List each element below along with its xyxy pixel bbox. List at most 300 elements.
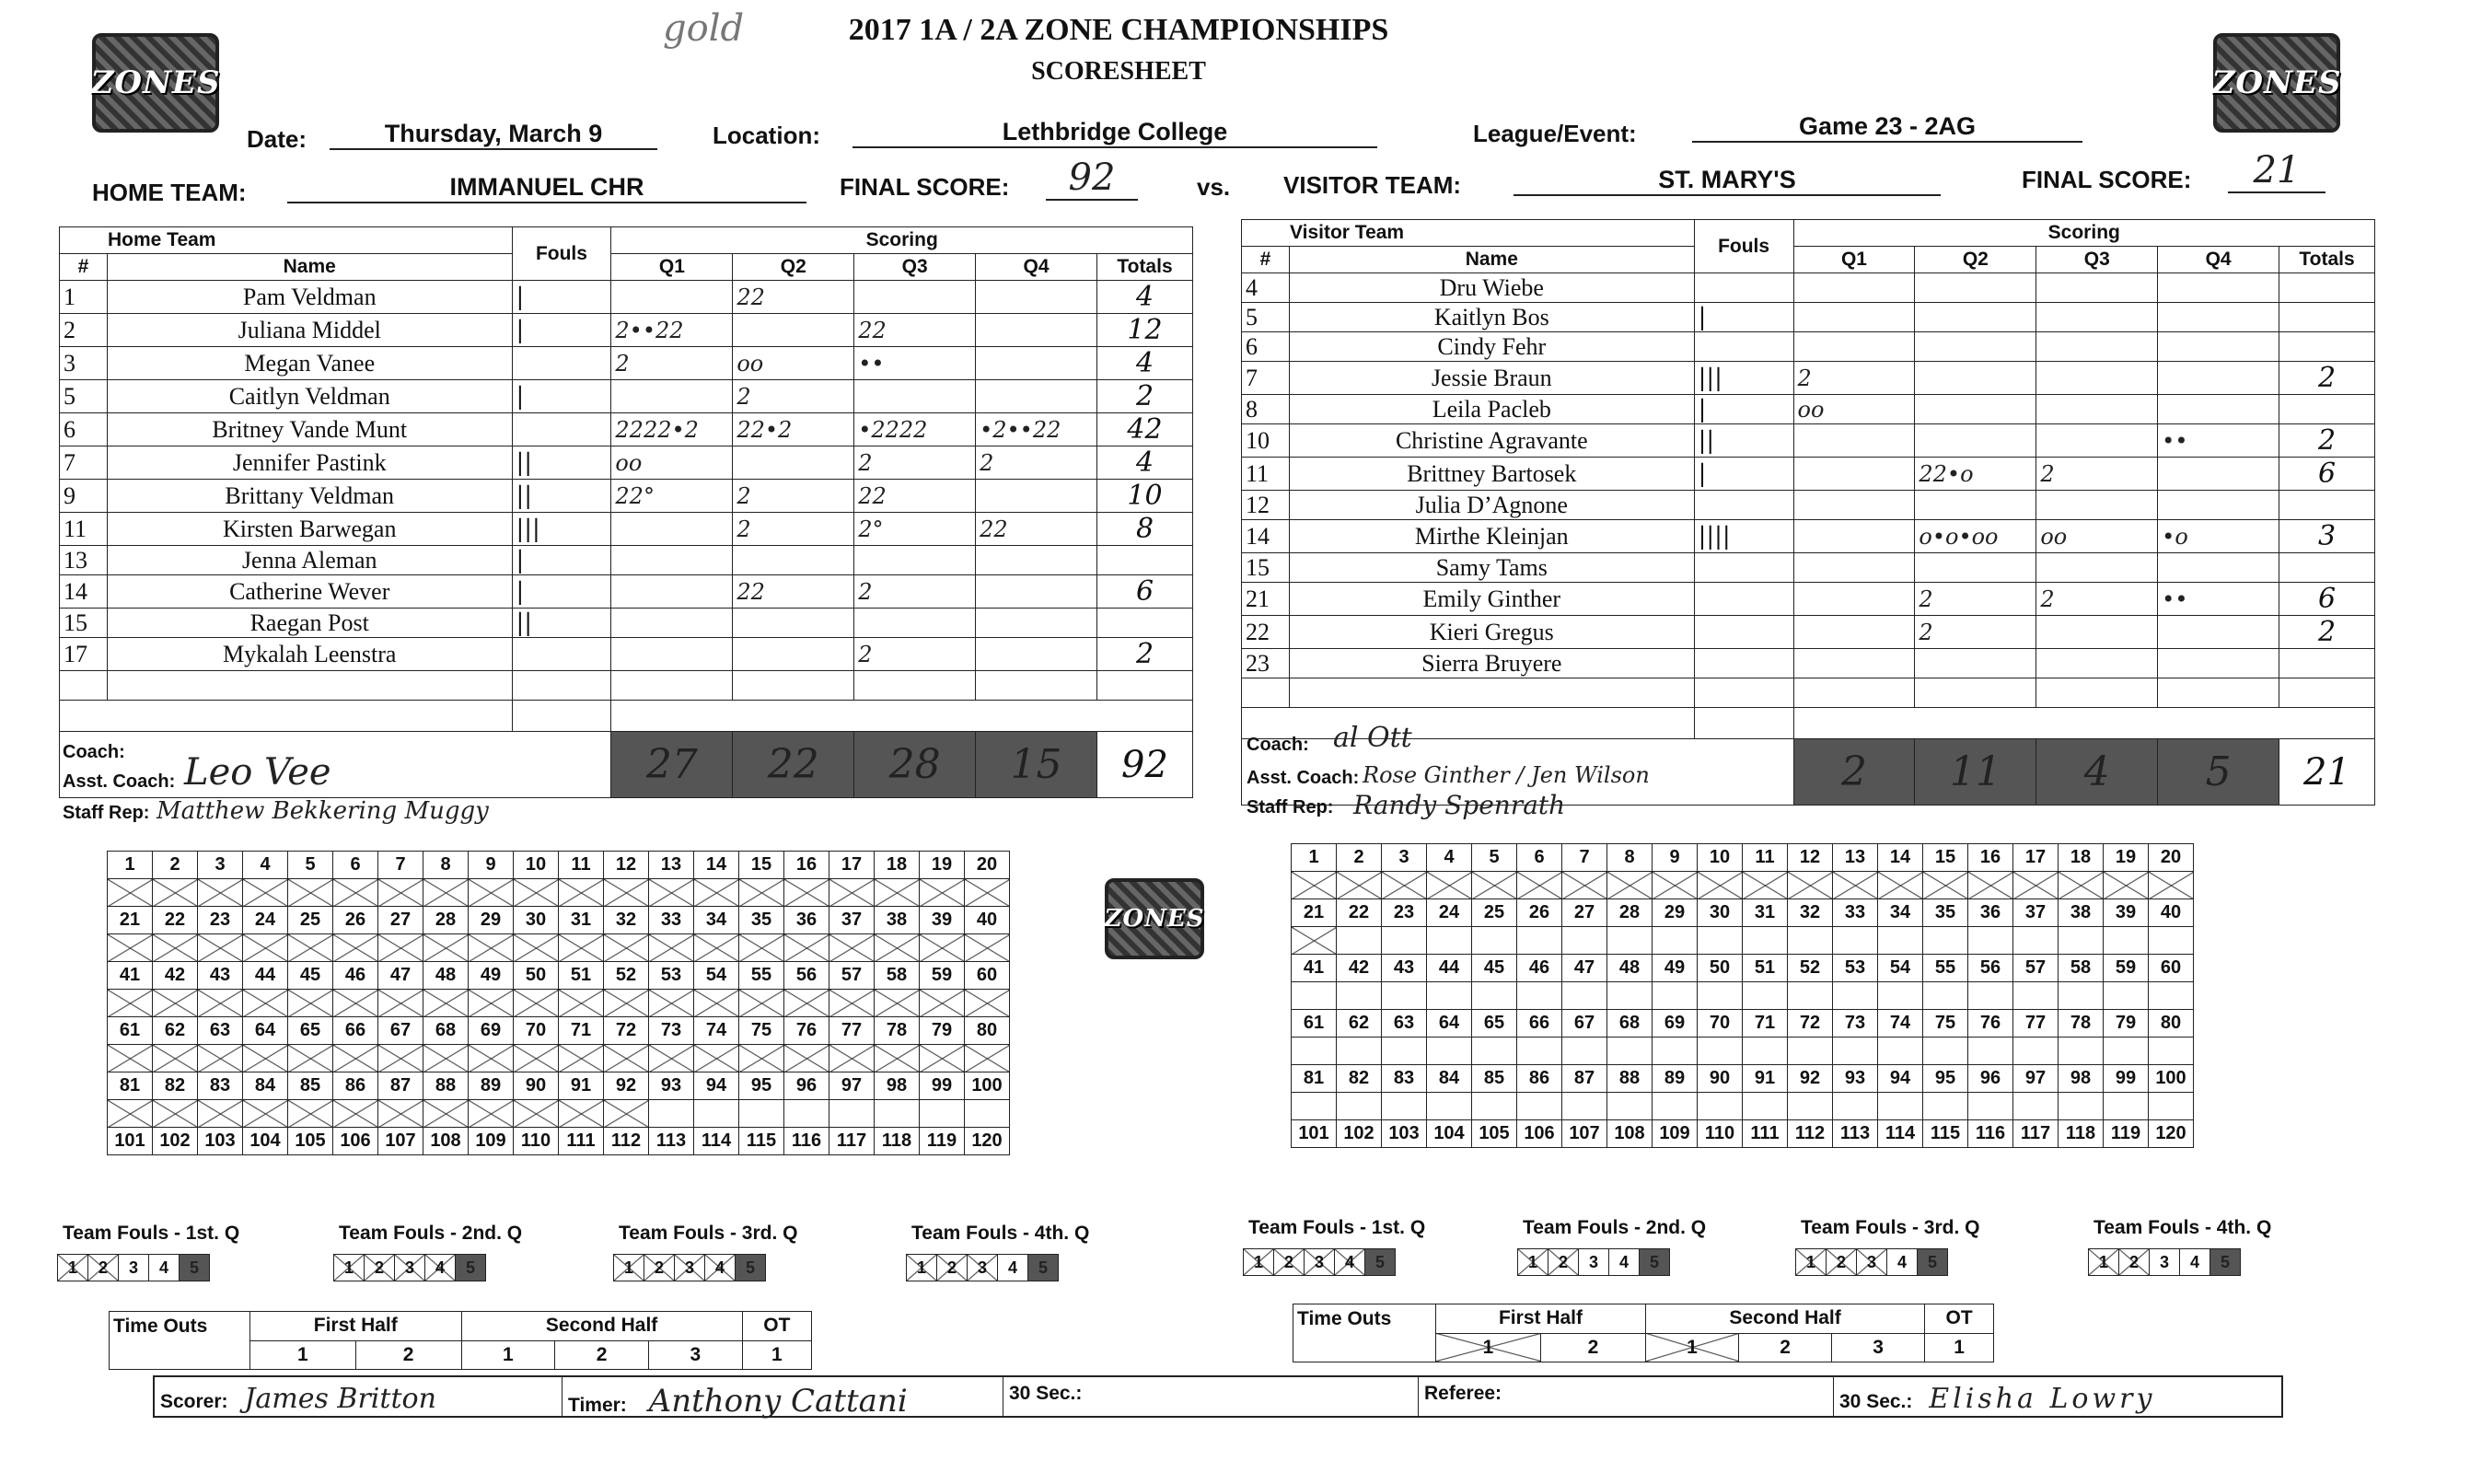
player-fouls[interactable] (512, 671, 611, 701)
player-q3[interactable] (854, 546, 976, 575)
score-mark-53[interactable] (1833, 982, 1878, 1010)
score-mark-16[interactable] (784, 879, 829, 907)
score-mark-36[interactable] (784, 934, 829, 962)
score-mark-32[interactable] (604, 934, 649, 962)
player-q3[interactable]: 22 (854, 480, 976, 513)
score-mark-84[interactable] (243, 1100, 288, 1128)
player-total[interactable]: 8 (1097, 513, 1193, 546)
quarter-total-q1[interactable]: 2 (1793, 739, 1915, 806)
player-q2[interactable] (1915, 303, 2036, 332)
score-mark-74[interactable] (694, 1045, 739, 1072)
player-q4[interactable] (976, 638, 1097, 671)
player-total[interactable] (2279, 273, 2375, 303)
player-total[interactable] (1097, 671, 1193, 701)
player-total[interactable]: 2 (2279, 424, 2375, 458)
player-q3[interactable] (2036, 491, 2158, 520)
home-timeout-fh-2[interactable]: 2 (355, 1340, 461, 1370)
score-mark-67[interactable] (378, 1045, 423, 1072)
player-q4[interactable] (976, 314, 1097, 347)
score-mark-100[interactable] (2149, 1093, 2194, 1120)
player-q1[interactable] (611, 638, 733, 671)
home-timeout-ot-1[interactable]: 1 (742, 1340, 811, 1370)
player-fouls[interactable]: | (512, 575, 611, 609)
score-mark-96[interactable] (1968, 1093, 2013, 1120)
score-mark-20[interactable] (2149, 872, 2194, 899)
player-fouls[interactable]: || (512, 609, 611, 638)
player-q4[interactable] (976, 546, 1097, 575)
score-mark-98[interactable] (2059, 1093, 2104, 1120)
player-q2[interactable]: oo (733, 347, 854, 380)
score-mark-19[interactable] (2104, 872, 2149, 899)
score-mark-35[interactable] (1923, 927, 1968, 955)
score-mark-65[interactable] (288, 1045, 333, 1072)
visitor-timeout-sh-1[interactable]: 1 (1646, 1333, 1739, 1362)
score-mark-58[interactable] (2059, 982, 2104, 1010)
player-fouls[interactable] (512, 638, 611, 671)
player-q4[interactable]: •o (2158, 520, 2279, 553)
player-q1[interactable] (1793, 520, 1915, 553)
score-mark-72[interactable] (1788, 1038, 1833, 1065)
score-mark-98[interactable] (875, 1100, 920, 1128)
player-total[interactable] (2279, 332, 2375, 362)
score-mark-15[interactable] (1923, 872, 1968, 899)
visitor-team-foul-box[interactable]: 5 (1640, 1249, 1669, 1275)
score-mark-62[interactable] (1337, 1038, 1382, 1065)
player-total[interactable]: 6 (2279, 458, 2375, 491)
player-q3[interactable] (854, 671, 976, 701)
score-mark-53[interactable] (649, 990, 694, 1017)
score-mark-10[interactable] (514, 879, 559, 907)
home-timeout-sh-3[interactable]: 3 (648, 1340, 742, 1370)
player-q2[interactable]: 22•2 (733, 413, 854, 446)
player-total[interactable]: 10 (1097, 480, 1193, 513)
visitor-team-foul-box[interactable]: 3 (1579, 1249, 1609, 1275)
player-total[interactable]: 6 (2279, 583, 2375, 616)
visitor-team-foul-box[interactable]: 2 (1827, 1249, 1857, 1275)
score-mark-87[interactable] (1562, 1093, 1607, 1120)
score-mark-93[interactable] (649, 1100, 694, 1128)
player-total[interactable]: 2 (2279, 362, 2375, 395)
grand-total[interactable]: 92 (1097, 732, 1193, 798)
player-q4[interactable] (2158, 491, 2279, 520)
visitor-timeout-fh-1[interactable]: 1 (1436, 1333, 1541, 1362)
score-mark-74[interactable] (1878, 1038, 1923, 1065)
score-mark-52[interactable] (604, 990, 649, 1017)
score-mark-83[interactable] (1382, 1093, 1427, 1120)
visitor-team-foul-box[interactable]: 1 (2089, 1249, 2119, 1275)
score-mark-2[interactable] (153, 879, 198, 907)
player-q2[interactable]: 2 (733, 380, 854, 413)
score-mark-88[interactable] (1607, 1093, 1653, 1120)
score-mark-10[interactable] (1698, 872, 1743, 899)
player-q1[interactable] (1793, 616, 1915, 649)
visitor-team-foul-box[interactable]: 2 (2119, 1249, 2150, 1275)
player-q4[interactable]: •• (2158, 424, 2279, 458)
home-team-foul-box[interactable]: 4 (149, 1255, 180, 1281)
visitor-team-foul-box[interactable]: 1 (1518, 1249, 1548, 1275)
player-q2[interactable]: 22 (733, 575, 854, 609)
score-mark-42[interactable] (1337, 982, 1382, 1010)
visitor-timeout-sh-2[interactable]: 2 (1739, 1333, 1832, 1362)
player-q2[interactable] (733, 638, 854, 671)
score-mark-66[interactable] (1517, 1038, 1562, 1065)
score-mark-7[interactable] (1562, 872, 1607, 899)
player-fouls[interactable] (1694, 332, 1793, 362)
score-mark-85[interactable] (1472, 1093, 1517, 1120)
score-mark-91[interactable] (1743, 1093, 1788, 1120)
score-mark-5[interactable] (1472, 872, 1517, 899)
player-q1[interactable]: 2 (611, 347, 733, 380)
player-q1[interactable]: oo (1793, 395, 1915, 424)
score-mark-63[interactable] (1382, 1038, 1427, 1065)
player-q3[interactable] (2036, 553, 2158, 583)
score-mark-44[interactable] (1427, 982, 1472, 1010)
score-mark-62[interactable] (153, 1045, 198, 1072)
score-mark-22[interactable] (1337, 927, 1382, 955)
score-mark-81[interactable] (1292, 1093, 1337, 1120)
score-mark-60[interactable] (2149, 982, 2194, 1010)
score-mark-59[interactable] (2104, 982, 2149, 1010)
player-fouls[interactable] (512, 347, 611, 380)
player-fouls[interactable]: || (1694, 424, 1793, 458)
player-q1[interactable] (1793, 583, 1915, 616)
score-mark-39[interactable] (2104, 927, 2149, 955)
score-mark-49[interactable] (1653, 982, 1698, 1010)
visitor-timeout-ot-1[interactable]: 1 (1925, 1333, 1994, 1362)
score-mark-18[interactable] (2059, 872, 2104, 899)
score-mark-34[interactable] (694, 934, 739, 962)
score-mark-24[interactable] (243, 934, 288, 962)
score-mark-70[interactable] (514, 1045, 559, 1072)
player-total[interactable]: 42 (1097, 413, 1193, 446)
score-mark-97[interactable] (2013, 1093, 2059, 1120)
score-mark-77[interactable] (2013, 1038, 2059, 1065)
visitor-team-foul-box[interactable]: 4 (2180, 1249, 2210, 1275)
score-mark-92[interactable] (604, 1100, 649, 1128)
score-mark-68[interactable] (423, 1045, 469, 1072)
score-mark-73[interactable] (1833, 1038, 1878, 1065)
player-q2[interactable] (733, 546, 854, 575)
player-q2[interactable]: o•o•oo (1915, 520, 2036, 553)
player-q3[interactable] (2036, 395, 2158, 424)
home-team-foul-box[interactable]: 3 (395, 1255, 425, 1281)
score-mark-96[interactable] (784, 1100, 829, 1128)
score-mark-86[interactable] (333, 1100, 378, 1128)
player-q2[interactable]: 2 (1915, 583, 2036, 616)
home-team-foul-box[interactable]: 3 (675, 1255, 705, 1281)
score-mark-6[interactable] (1517, 872, 1562, 899)
player-total[interactable] (2279, 491, 2375, 520)
sec30-cell[interactable] (1003, 1377, 1419, 1416)
score-mark-64[interactable] (243, 1045, 288, 1072)
score-mark-79[interactable] (920, 1045, 965, 1072)
player-q3[interactable] (2036, 649, 2158, 678)
score-mark-86[interactable] (1517, 1093, 1562, 1120)
score-mark-11[interactable] (559, 879, 604, 907)
score-mark-70[interactable] (1698, 1038, 1743, 1065)
score-mark-29[interactable] (469, 934, 514, 962)
date-value[interactable]: Thursday, March 9 (330, 120, 657, 150)
score-mark-80[interactable] (965, 1045, 1010, 1072)
player-q3[interactable]: 2 (2036, 458, 2158, 491)
home-team-foul-box[interactable]: 3 (119, 1255, 149, 1281)
score-mark-31[interactable] (559, 934, 604, 962)
score-mark-58[interactable] (875, 990, 920, 1017)
score-mark-59[interactable] (920, 990, 965, 1017)
player-q1[interactable]: 22° (611, 480, 733, 513)
player-fouls[interactable] (1694, 583, 1793, 616)
score-mark-31[interactable] (1743, 927, 1788, 955)
score-mark-87[interactable] (378, 1100, 423, 1128)
player-q2[interactable] (1915, 678, 2036, 708)
home-team-foul-box[interactable]: 1 (907, 1255, 937, 1281)
player-fouls[interactable]: | (1694, 458, 1793, 491)
score-mark-17[interactable] (2013, 872, 2059, 899)
player-q4[interactable] (2158, 362, 2279, 395)
player-q3[interactable] (854, 609, 976, 638)
score-mark-54[interactable] (694, 990, 739, 1017)
home-timeout-sh-1[interactable]: 1 (461, 1340, 555, 1370)
score-mark-57[interactable] (2013, 982, 2059, 1010)
timer-cell[interactable] (563, 1377, 1003, 1420)
score-mark-67[interactable] (1562, 1038, 1607, 1065)
home-team-foul-box[interactable]: 2 (937, 1255, 968, 1281)
player-q4[interactable] (976, 347, 1097, 380)
score-mark-2[interactable] (1337, 872, 1382, 899)
score-mark-19[interactable] (920, 879, 965, 907)
score-mark-47[interactable] (1562, 982, 1607, 1010)
score-mark-79[interactable] (2104, 1038, 2149, 1065)
player-q3[interactable]: •2222 (854, 413, 976, 446)
player-total[interactable] (2279, 553, 2375, 583)
score-mark-48[interactable] (1607, 982, 1653, 1010)
score-mark-94[interactable] (694, 1100, 739, 1128)
score-mark-28[interactable] (1607, 927, 1653, 955)
score-mark-40[interactable] (2149, 927, 2194, 955)
score-mark-65[interactable] (1472, 1038, 1517, 1065)
score-mark-37[interactable] (829, 934, 875, 962)
home-team-foul-box[interactable]: 4 (705, 1255, 736, 1281)
player-q1[interactable] (1793, 649, 1915, 678)
score-mark-39[interactable] (920, 934, 965, 962)
visitor-team-foul-box[interactable]: 5 (1918, 1249, 1947, 1275)
location-value[interactable]: Lethbridge College (852, 118, 1377, 148)
player-q4[interactable]: 2 (976, 446, 1097, 480)
visitor-team-foul-box[interactable]: 4 (1887, 1249, 1918, 1275)
player-total[interactable]: 2 (1097, 380, 1193, 413)
player-q1[interactable] (1793, 303, 1915, 332)
score-mark-27[interactable] (1562, 927, 1607, 955)
player-q4[interactable] (976, 609, 1097, 638)
player-q4[interactable]: 22 (976, 513, 1097, 546)
visitor-rep-signature[interactable]: Randy Spenrath (1353, 790, 1566, 820)
player-total[interactable]: 4 (1097, 347, 1193, 380)
home-team-foul-box[interactable]: 5 (1028, 1255, 1058, 1281)
player-fouls[interactable]: ||| (1694, 362, 1793, 395)
score-mark-15[interactable] (739, 879, 784, 907)
player-q4[interactable] (976, 671, 1097, 701)
score-mark-26[interactable] (1517, 927, 1562, 955)
player-q2[interactable] (1915, 649, 2036, 678)
player-q4[interactable]: •2••22 (976, 413, 1097, 446)
visitor-team-foul-box[interactable]: 4 (1609, 1249, 1640, 1275)
score-mark-77[interactable] (829, 1045, 875, 1072)
score-mark-7[interactable] (378, 879, 423, 907)
score-mark-8[interactable] (1607, 872, 1653, 899)
score-mark-100[interactable] (965, 1100, 1010, 1128)
score-mark-32[interactable] (1788, 927, 1833, 955)
player-q2[interactable] (733, 446, 854, 480)
score-mark-41[interactable] (108, 990, 153, 1017)
quarter-total-q4[interactable]: 5 (2158, 739, 2279, 806)
player-q4[interactable] (976, 281, 1097, 314)
score-mark-55[interactable] (739, 990, 784, 1017)
score-mark-14[interactable] (1878, 872, 1923, 899)
score-mark-43[interactable] (198, 990, 243, 1017)
score-mark-49[interactable] (469, 990, 514, 1017)
score-mark-81[interactable] (108, 1100, 153, 1128)
score-mark-93[interactable] (1833, 1093, 1878, 1120)
home-team-foul-box[interactable]: 3 (968, 1255, 998, 1281)
visitor-coach-signature[interactable]: al Ott (1333, 722, 1412, 754)
visitor-timeout-fh-2[interactable]: 2 (1540, 1333, 1645, 1362)
player-fouls[interactable]: | (1694, 303, 1793, 332)
player-total[interactable] (2279, 678, 2375, 708)
score-mark-56[interactable] (1968, 982, 2013, 1010)
score-mark-41[interactable] (1292, 982, 1337, 1010)
score-mark-91[interactable] (559, 1100, 604, 1128)
score-mark-89[interactable] (469, 1100, 514, 1128)
score-mark-94[interactable] (1878, 1093, 1923, 1120)
score-mark-22[interactable] (153, 934, 198, 962)
player-fouls[interactable] (1694, 553, 1793, 583)
player-q1[interactable] (1793, 273, 1915, 303)
league-value[interactable]: Game 23 - 2AG (1692, 112, 2082, 143)
visitor-team-foul-box[interactable]: 3 (2150, 1249, 2180, 1275)
score-mark-82[interactable] (1337, 1093, 1382, 1120)
grand-total[interactable]: 21 (2279, 739, 2375, 806)
player-total[interactable]: 6 (1097, 575, 1193, 609)
home-final-score[interactable]: 92 (1046, 157, 1138, 201)
player-q4[interactable] (2158, 649, 2279, 678)
score-mark-6[interactable] (333, 879, 378, 907)
player-q2[interactable] (733, 671, 854, 701)
home-team-foul-box[interactable]: 1 (334, 1255, 365, 1281)
player-total[interactable]: 12 (1097, 314, 1193, 347)
score-mark-14[interactable] (694, 879, 739, 907)
home-team-foul-box[interactable]: 2 (644, 1255, 675, 1281)
score-mark-21[interactable] (108, 934, 153, 962)
score-mark-13[interactable] (649, 879, 694, 907)
score-mark-88[interactable] (423, 1100, 469, 1128)
score-mark-45[interactable] (288, 990, 333, 1017)
score-mark-23[interactable] (1382, 927, 1427, 955)
player-q3[interactable] (2036, 616, 2158, 649)
visitor-final-score[interactable]: 21 (2228, 149, 2325, 193)
score-mark-33[interactable] (1833, 927, 1878, 955)
score-mark-78[interactable] (875, 1045, 920, 1072)
player-fouls[interactable] (1694, 649, 1793, 678)
visitor-team-foul-box[interactable]: 2 (1548, 1249, 1579, 1275)
score-mark-73[interactable] (649, 1045, 694, 1072)
quarter-total-q1[interactable]: 27 (611, 732, 733, 798)
score-mark-92[interactable] (1788, 1093, 1833, 1120)
home-team-value[interactable]: IMMANUEL CHR (287, 173, 806, 203)
score-mark-12[interactable] (1788, 872, 1833, 899)
score-mark-99[interactable] (920, 1100, 965, 1128)
score-mark-35[interactable] (739, 934, 784, 962)
score-mark-50[interactable] (514, 990, 559, 1017)
player-fouls[interactable]: | (512, 314, 611, 347)
score-mark-34[interactable] (1878, 927, 1923, 955)
player-q2[interactable]: 22 (733, 281, 854, 314)
home-team-foul-box[interactable]: 5 (180, 1255, 209, 1281)
home-timeout-fh-1[interactable]: 1 (250, 1340, 356, 1370)
score-mark-16[interactable] (1968, 872, 2013, 899)
player-q1[interactable] (611, 546, 733, 575)
home-team-foul-box[interactable]: 4 (425, 1255, 456, 1281)
player-total[interactable] (2279, 303, 2375, 332)
score-mark-89[interactable] (1653, 1093, 1698, 1120)
player-total[interactable] (1097, 609, 1193, 638)
player-q3[interactable]: 22 (854, 314, 976, 347)
score-mark-72[interactable] (604, 1045, 649, 1072)
player-q1[interactable] (1793, 491, 1915, 520)
score-mark-52[interactable] (1788, 982, 1833, 1010)
home-rep-signature[interactable]: Matthew Bekkering Muggy (157, 797, 489, 825)
player-total[interactable]: 4 (1097, 281, 1193, 314)
score-mark-78[interactable] (2059, 1038, 2104, 1065)
visitor-team-foul-box[interactable]: 5 (1365, 1249, 1395, 1275)
score-mark-76[interactable] (784, 1045, 829, 1072)
score-mark-97[interactable] (829, 1100, 875, 1128)
player-q4[interactable] (976, 380, 1097, 413)
player-q2[interactable] (733, 609, 854, 638)
score-mark-69[interactable] (1653, 1038, 1698, 1065)
player-fouls[interactable] (1694, 616, 1793, 649)
player-q1[interactable] (611, 513, 733, 546)
home-timeout-sh-2[interactable]: 2 (555, 1340, 649, 1370)
player-fouls[interactable]: |||| (1694, 520, 1793, 553)
score-mark-46[interactable] (1517, 982, 1562, 1010)
score-mark-42[interactable] (153, 990, 198, 1017)
score-mark-80[interactable] (2149, 1038, 2194, 1065)
score-mark-82[interactable] (153, 1100, 198, 1128)
home-team-foul-box[interactable]: 2 (365, 1255, 395, 1281)
player-q3[interactable] (854, 380, 976, 413)
scorer-cell[interactable] (155, 1377, 563, 1416)
home-asst-signature[interactable]: Leo Vee (184, 751, 331, 794)
player-q1[interactable] (1793, 678, 1915, 708)
player-q4[interactable] (2158, 678, 2279, 708)
player-q4[interactable] (2158, 458, 2279, 491)
sec30b-cell[interactable] (1834, 1377, 2281, 1416)
player-q4[interactable] (2158, 303, 2279, 332)
score-mark-25[interactable] (288, 934, 333, 962)
score-mark-40[interactable] (965, 934, 1010, 962)
player-q2[interactable]: 2 (733, 480, 854, 513)
score-mark-8[interactable] (423, 879, 469, 907)
player-total[interactable]: 4 (1097, 446, 1193, 480)
player-q2[interactable] (1915, 395, 2036, 424)
score-mark-71[interactable] (1743, 1038, 1788, 1065)
player-total[interactable]: 3 (2279, 520, 2375, 553)
player-q4[interactable] (2158, 273, 2279, 303)
score-mark-24[interactable] (1427, 927, 1472, 955)
quarter-total-q2[interactable]: 22 (733, 732, 854, 798)
score-mark-54[interactable] (1878, 982, 1923, 1010)
player-q4[interactable] (976, 480, 1097, 513)
